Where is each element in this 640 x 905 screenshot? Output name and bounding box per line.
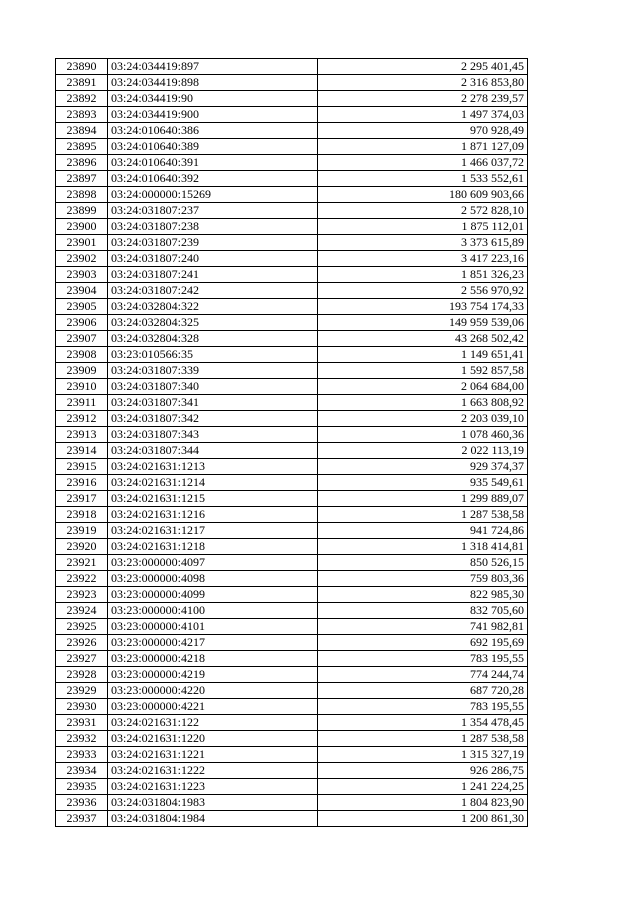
cadastral-number-cell: 03:24:031807:341 [108, 395, 318, 411]
table-row [56, 235, 528, 251]
table-row [56, 635, 528, 651]
table-row [56, 395, 528, 411]
row-number-cell: 23910 [56, 379, 108, 395]
value-cell: 180 609 903,66 [318, 187, 528, 203]
row-number-cell: 23926 [56, 635, 108, 651]
cadastral-number-cell: 03:24:032804:325 [108, 315, 318, 331]
row-number-cell: 23922 [56, 571, 108, 587]
cadastral-number-cell: 03:23:000000:4097 [108, 555, 318, 571]
value-cell: 1 149 651,41 [318, 347, 528, 363]
row-number-cell: 23902 [56, 251, 108, 267]
table-row [56, 571, 528, 587]
table-row [56, 155, 528, 171]
cadastral-number-cell: 03:24:031804:1984 [108, 811, 318, 827]
row-number-cell: 23930 [56, 699, 108, 715]
table-row [56, 779, 528, 795]
row-number-cell: 23914 [56, 443, 108, 459]
value-cell: 2 556 970,92 [318, 283, 528, 299]
row-number-cell: 23906 [56, 315, 108, 331]
cadastral-number-cell: 03:23:010566:35 [108, 347, 318, 363]
row-number-cell: 23936 [56, 795, 108, 811]
row-number-cell: 23921 [56, 555, 108, 571]
cadastral-number-cell: 03:24:031807:343 [108, 427, 318, 443]
cadastral-number-cell: 03:24:021631:1217 [108, 523, 318, 539]
table-row [56, 203, 528, 219]
table-row [56, 747, 528, 763]
table-row [56, 811, 528, 827]
value-cell: 1 315 327,19 [318, 747, 528, 763]
cadastral-number-cell: 03:24:031807:237 [108, 203, 318, 219]
table-row [56, 731, 528, 747]
table-row [56, 59, 528, 75]
value-cell: 1 318 414,81 [318, 539, 528, 555]
value-cell: 941 724,86 [318, 523, 528, 539]
row-number-cell: 23918 [56, 507, 108, 523]
value-cell: 1 078 460,36 [318, 427, 528, 443]
table-row [56, 347, 528, 363]
row-number-cell: 23899 [56, 203, 108, 219]
value-cell: 929 374,37 [318, 459, 528, 475]
row-number-cell: 23919 [56, 523, 108, 539]
row-number-cell: 23913 [56, 427, 108, 443]
cadastral-number-cell: 03:24:000000:15269 [108, 187, 318, 203]
table-row [56, 507, 528, 523]
value-cell: 2 022 113,19 [318, 443, 528, 459]
table-row [56, 475, 528, 491]
cadastral-number-cell: 03:23:000000:4217 [108, 635, 318, 651]
table-row [56, 651, 528, 667]
cadastral-number-cell: 03:23:000000:4099 [108, 587, 318, 603]
cadastral-number-cell: 03:24:032804:322 [108, 299, 318, 315]
value-cell: 2 203 039,10 [318, 411, 528, 427]
cadastral-number-cell: 03:24:021631:1222 [108, 763, 318, 779]
cadastral-number-cell: 03:24:021631:1213 [108, 459, 318, 475]
row-number-cell: 23924 [56, 603, 108, 619]
table-row [56, 603, 528, 619]
cadastral-number-cell: 03:24:034419:90 [108, 91, 318, 107]
value-cell: 1 200 861,30 [318, 811, 528, 827]
row-number-cell: 23928 [56, 667, 108, 683]
table-row [56, 219, 528, 235]
cadastral-number-cell: 03:24:010640:391 [108, 155, 318, 171]
table-row [56, 379, 528, 395]
row-number-cell: 23892 [56, 91, 108, 107]
value-cell: 1 871 127,09 [318, 139, 528, 155]
cadastral-number-cell: 03:24:031807:239 [108, 235, 318, 251]
cadastral-number-cell: 03:24:010640:386 [108, 123, 318, 139]
value-cell: 935 549,61 [318, 475, 528, 491]
cadastral-number-cell: 03:24:031804:1983 [108, 795, 318, 811]
table-row [56, 171, 528, 187]
row-number-cell: 23929 [56, 683, 108, 699]
row-number-cell: 23898 [56, 187, 108, 203]
row-number-cell: 23905 [56, 299, 108, 315]
row-number-cell: 23912 [56, 411, 108, 427]
table-row [56, 443, 528, 459]
value-cell: 1 875 112,01 [318, 219, 528, 235]
table-row [56, 763, 528, 779]
row-number-cell: 23937 [56, 811, 108, 827]
row-number-cell: 23917 [56, 491, 108, 507]
value-cell: 2 295 401,45 [318, 59, 528, 75]
cadastral-number-cell: 03:23:000000:4098 [108, 571, 318, 587]
table-row [56, 315, 528, 331]
table-row [56, 267, 528, 283]
table-row [56, 427, 528, 443]
value-cell: 774 244,74 [318, 667, 528, 683]
cadastral-number-cell: 03:24:034419:898 [108, 75, 318, 91]
table-row [56, 795, 528, 811]
value-cell: 926 286,75 [318, 763, 528, 779]
cadastral-number-cell: 03:24:010640:389 [108, 139, 318, 155]
value-cell: 1 533 552,61 [318, 171, 528, 187]
row-number-cell: 23925 [56, 619, 108, 635]
value-cell: 783 195,55 [318, 699, 528, 715]
table-row [56, 75, 528, 91]
value-cell: 149 959 539,06 [318, 315, 528, 331]
value-cell: 850 526,15 [318, 555, 528, 571]
table-row [56, 555, 528, 571]
cadastral-number-cell: 03:23:000000:4221 [108, 699, 318, 715]
table-row [56, 107, 528, 123]
cadastral-number-cell: 03:24:021631:1214 [108, 475, 318, 491]
value-cell: 832 705,60 [318, 603, 528, 619]
value-cell: 1 851 326,23 [318, 267, 528, 283]
row-number-cell: 23895 [56, 139, 108, 155]
table-row [56, 587, 528, 603]
value-cell: 1 287 538,58 [318, 731, 528, 747]
cadastral-number-cell: 03:23:000000:4220 [108, 683, 318, 699]
value-cell: 3 417 223,16 [318, 251, 528, 267]
table-row [56, 491, 528, 507]
row-number-cell: 23891 [56, 75, 108, 91]
row-number-cell: 23935 [56, 779, 108, 795]
cadastral-number-cell: 03:24:021631:1221 [108, 747, 318, 763]
cadastral-number-cell: 03:24:031807:344 [108, 443, 318, 459]
cadastral-number-cell: 03:24:021631:122 [108, 715, 318, 731]
value-cell: 2 278 239,57 [318, 91, 528, 107]
value-cell: 759 803,36 [318, 571, 528, 587]
table-row [56, 139, 528, 155]
row-number-cell: 23911 [56, 395, 108, 411]
value-cell: 741 982,81 [318, 619, 528, 635]
cadastral-number-cell: 03:24:021631:1216 [108, 507, 318, 523]
cadastral-number-cell: 03:24:031807:238 [108, 219, 318, 235]
row-number-cell: 23893 [56, 107, 108, 123]
value-cell: 2 316 853,80 [318, 75, 528, 91]
row-number-cell: 23931 [56, 715, 108, 731]
table-row [56, 251, 528, 267]
table-row [56, 539, 528, 555]
table-row [56, 299, 528, 315]
cadastral-number-cell: 03:23:000000:4219 [108, 667, 318, 683]
row-number-cell: 23901 [56, 235, 108, 251]
value-cell: 687 720,28 [318, 683, 528, 699]
value-cell: 3 373 615,89 [318, 235, 528, 251]
row-number-cell: 23923 [56, 587, 108, 603]
row-number-cell: 23933 [56, 747, 108, 763]
cadastral-number-cell: 03:24:031807:340 [108, 379, 318, 395]
cadastral-number-cell: 03:23:000000:4218 [108, 651, 318, 667]
table-row [56, 91, 528, 107]
table-row [56, 523, 528, 539]
row-number-cell: 23908 [56, 347, 108, 363]
cadastral-number-cell: 03:24:032804:328 [108, 331, 318, 347]
table-row [56, 187, 528, 203]
row-number-cell: 23904 [56, 283, 108, 299]
table-body [56, 59, 528, 827]
value-cell: 1 287 538,58 [318, 507, 528, 523]
table-row [56, 331, 528, 347]
cadastral-number-cell: 03:24:031807:242 [108, 283, 318, 299]
row-number-cell: 23894 [56, 123, 108, 139]
row-number-cell: 23909 [56, 363, 108, 379]
row-number-cell: 23934 [56, 763, 108, 779]
value-cell: 1 804 823,90 [318, 795, 528, 811]
cadastral-number-cell: 03:24:021631:1218 [108, 539, 318, 555]
value-cell: 2 064 684,00 [318, 379, 528, 395]
cadastral-number-cell: 03:24:034419:900 [108, 107, 318, 123]
value-cell: 1 663 808,92 [318, 395, 528, 411]
value-cell: 783 195,55 [318, 651, 528, 667]
cadastral-number-cell: 03:24:021631:1220 [108, 731, 318, 747]
row-number-cell: 23920 [56, 539, 108, 555]
row-number-cell: 23915 [56, 459, 108, 475]
cadastral-number-cell: 03:23:000000:4101 [108, 619, 318, 635]
cadastral-number-cell: 03:24:031807:342 [108, 411, 318, 427]
cadastral-number-cell: 03:24:021631:1223 [108, 779, 318, 795]
value-cell: 1 241 224,25 [318, 779, 528, 795]
value-cell: 1 466 037,72 [318, 155, 528, 171]
value-cell: 43 268 502,42 [318, 331, 528, 347]
table-row [56, 619, 528, 635]
cadastral-number-cell: 03:24:031807:240 [108, 251, 318, 267]
cadastral-number-cell: 03:24:031807:241 [108, 267, 318, 283]
row-number-cell: 23903 [56, 267, 108, 283]
table-row [56, 123, 528, 139]
table-row [56, 667, 528, 683]
cadastral-value-table [55, 58, 528, 827]
table-row [56, 715, 528, 731]
table-row [56, 459, 528, 475]
value-cell: 692 195,69 [318, 635, 528, 651]
row-number-cell: 23900 [56, 219, 108, 235]
cadastral-number-cell: 03:23:000000:4100 [108, 603, 318, 619]
value-cell: 822 985,30 [318, 587, 528, 603]
cadastral-number-cell: 03:24:034419:897 [108, 59, 318, 75]
row-number-cell: 23927 [56, 651, 108, 667]
row-number-cell: 23890 [56, 59, 108, 75]
value-cell: 1 592 857,58 [318, 363, 528, 379]
row-number-cell: 23916 [56, 475, 108, 491]
row-number-cell: 23907 [56, 331, 108, 347]
value-cell: 1 497 374,03 [318, 107, 528, 123]
table-row [56, 699, 528, 715]
row-number-cell: 23896 [56, 155, 108, 171]
row-number-cell: 23932 [56, 731, 108, 747]
row-number-cell: 23897 [56, 171, 108, 187]
table-row [56, 283, 528, 299]
value-cell: 193 754 174,33 [318, 299, 528, 315]
cadastral-number-cell: 03:24:031807:339 [108, 363, 318, 379]
table-row [56, 363, 528, 379]
value-cell: 2 572 828,10 [318, 203, 528, 219]
value-cell: 970 928,49 [318, 123, 528, 139]
cadastral-number-cell: 03:24:021631:1215 [108, 491, 318, 507]
table-row [56, 683, 528, 699]
table-row [56, 411, 528, 427]
value-cell: 1 299 889,07 [318, 491, 528, 507]
value-cell: 1 354 478,45 [318, 715, 528, 731]
cadastral-number-cell: 03:24:010640:392 [108, 171, 318, 187]
